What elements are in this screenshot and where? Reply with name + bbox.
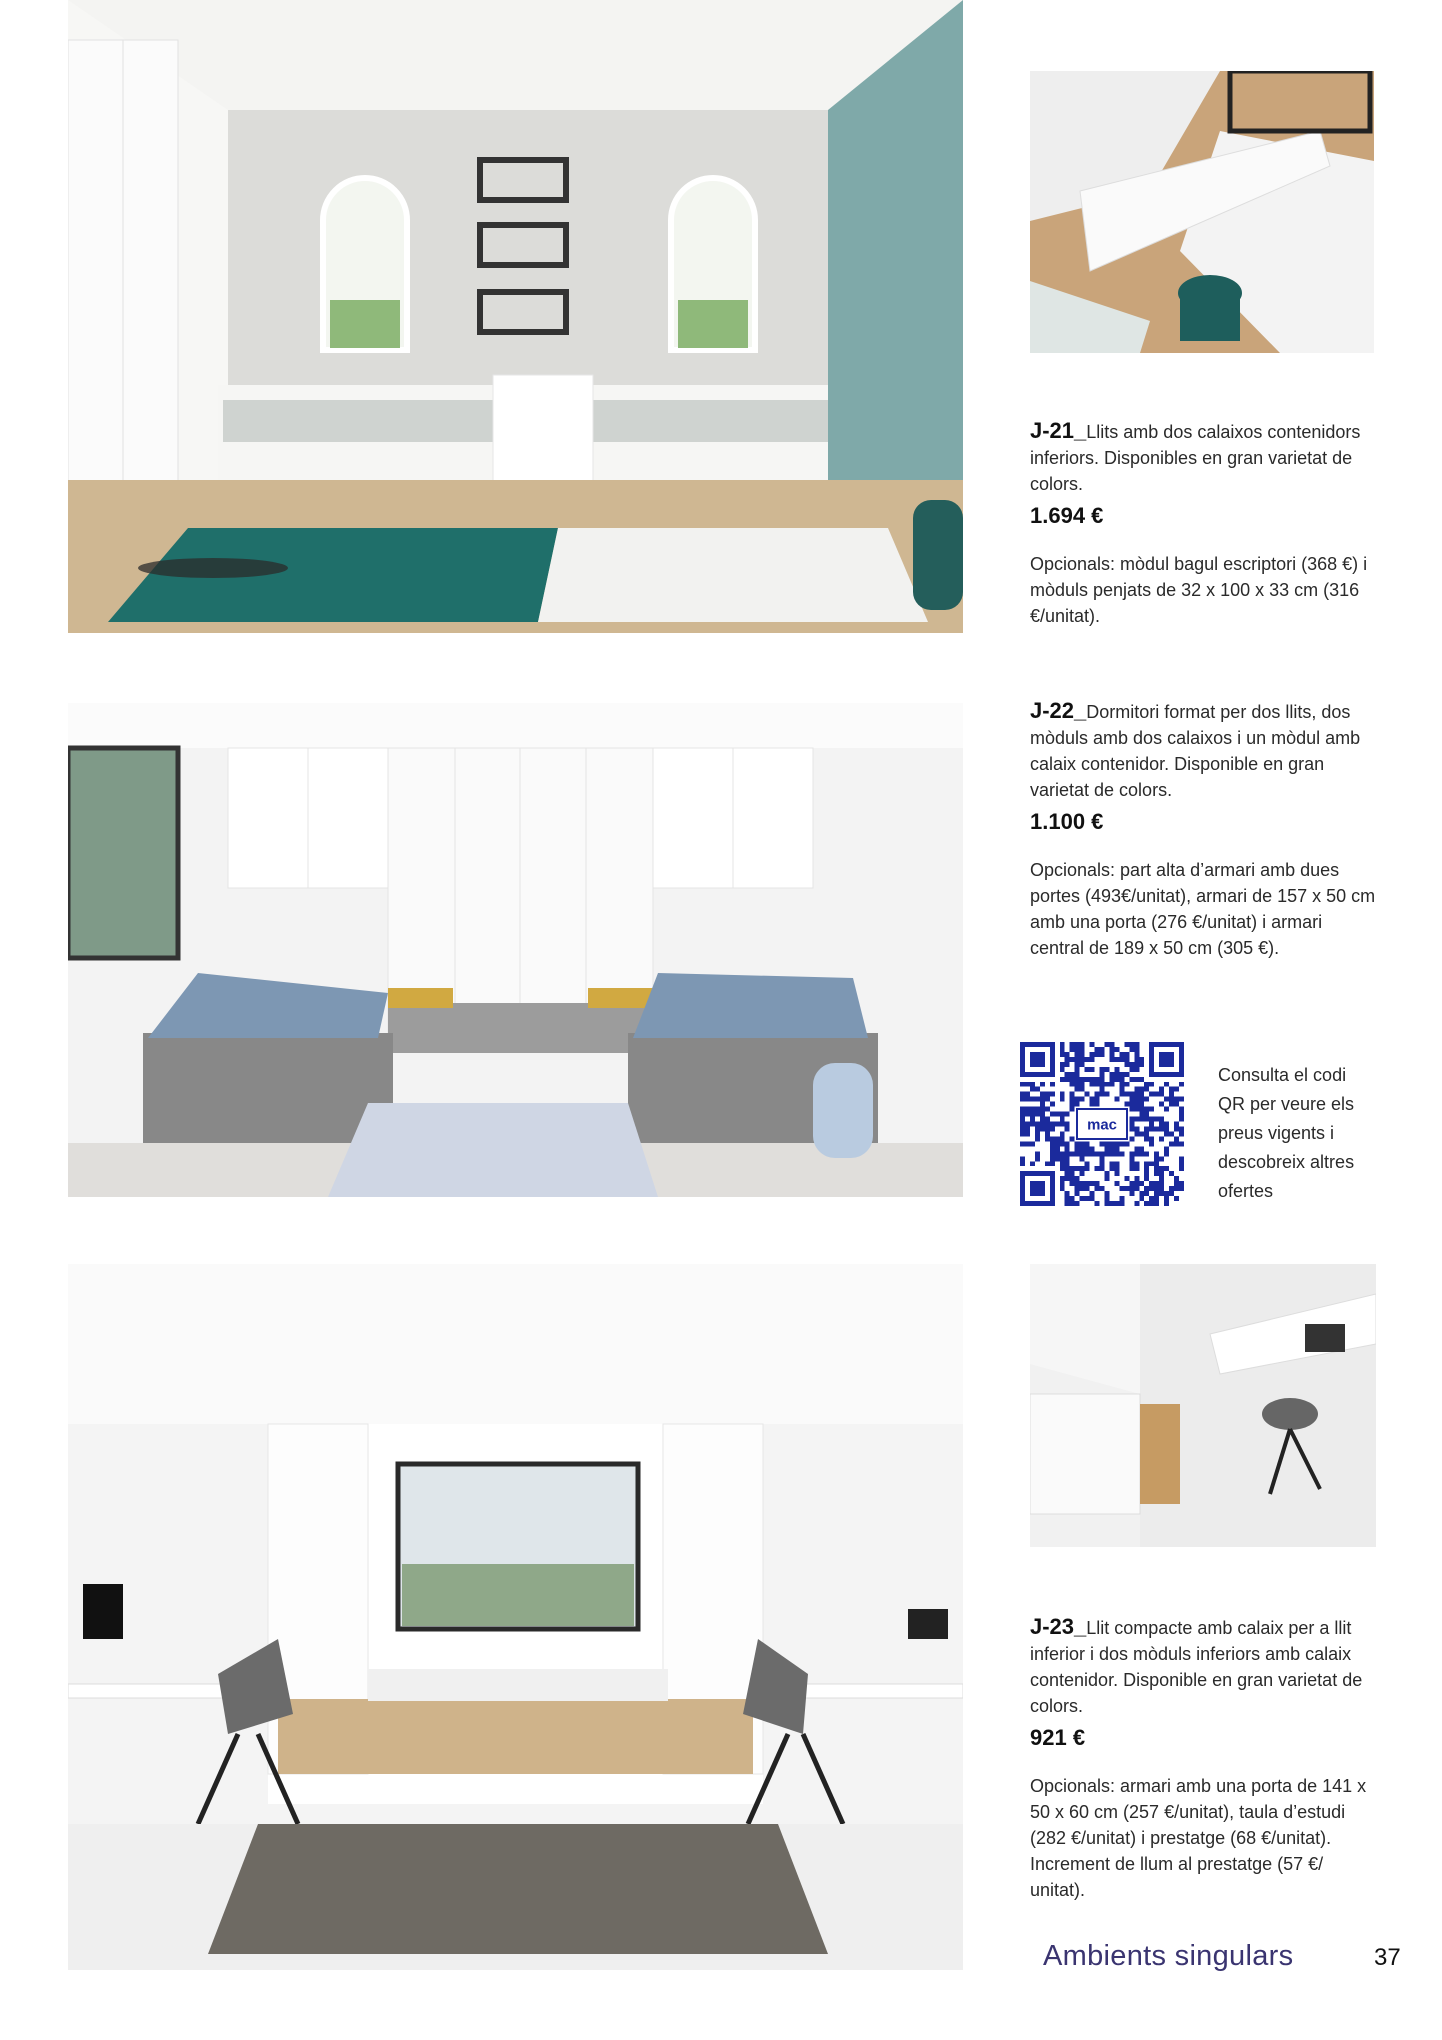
product-description: Dormitori format per dos llits, dos mòduls amb dos calaixos i un mòdul amb calaix contenidor. Disponible en gran varietat de colors. [1030, 702, 1361, 800]
product-description: Llits amb dos calaixos contenidors inferiors. Disponibles en gran varietat de colors. [1030, 422, 1361, 494]
product-j21 [1030, 418, 1380, 629]
product-price: 1.694 € [1030, 503, 1104, 528]
section-title: Ambients singulars [1043, 1940, 1294, 1972]
product-optionals: Opcionals: armari amb una porta de 141 x 50 x 60 cm (257 €/unitat), taula d’estudi (282 €/unitat) i prestatge (68 €/unitat). Increment de llum al prestatge (57 €/ unitat). [1030, 1776, 1367, 1900]
study-detail-photo-j23 [1030, 1264, 1376, 1547]
qr-code[interactable] [1020, 1042, 1184, 1206]
product-code: J-23_ [1030, 1614, 1087, 1639]
product-price: 1.100 € [1030, 809, 1104, 834]
product-description: Llit compacte amb calaix per a llit inferior i dos mòduls inferiors amb calaix contenidor. Disponible en gran varietat de colors. [1030, 1618, 1363, 1716]
product-code: J-22_ [1030, 698, 1087, 723]
product-j23 [1030, 1614, 1380, 1903]
qr-logo-text: mac [1087, 1117, 1117, 1134]
bedroom-photo-j21 [68, 0, 963, 633]
qr-caption: Consulta el codi QR per veure els preus vigents i descobreix altres ofertes [1218, 1065, 1355, 1201]
desk-detail-photo-j21 [1030, 71, 1374, 353]
page-number: 37 [1374, 1944, 1401, 1971]
bedroom-photo-j23 [68, 1264, 963, 1970]
product-j22 [1030, 698, 1380, 961]
product-price: 921 € [1030, 1725, 1086, 1750]
product-code: J-21_ [1030, 418, 1087, 443]
bedroom-photo-j22 [68, 703, 963, 1197]
product-optionals: Opcionals: part alta d’armari amb dues portes (493€/unitat), armari de 157 x 50 cm amb una porta (276 €/unitat) i armari central de 189 x 50 cm (305 €). [1030, 860, 1376, 958]
product-optionals: Opcionals: mòdul bagul escriptori (368 €) i mòduls penjats de 32 x 100 x 33 cm (316 €/unitat). [1030, 554, 1368, 626]
